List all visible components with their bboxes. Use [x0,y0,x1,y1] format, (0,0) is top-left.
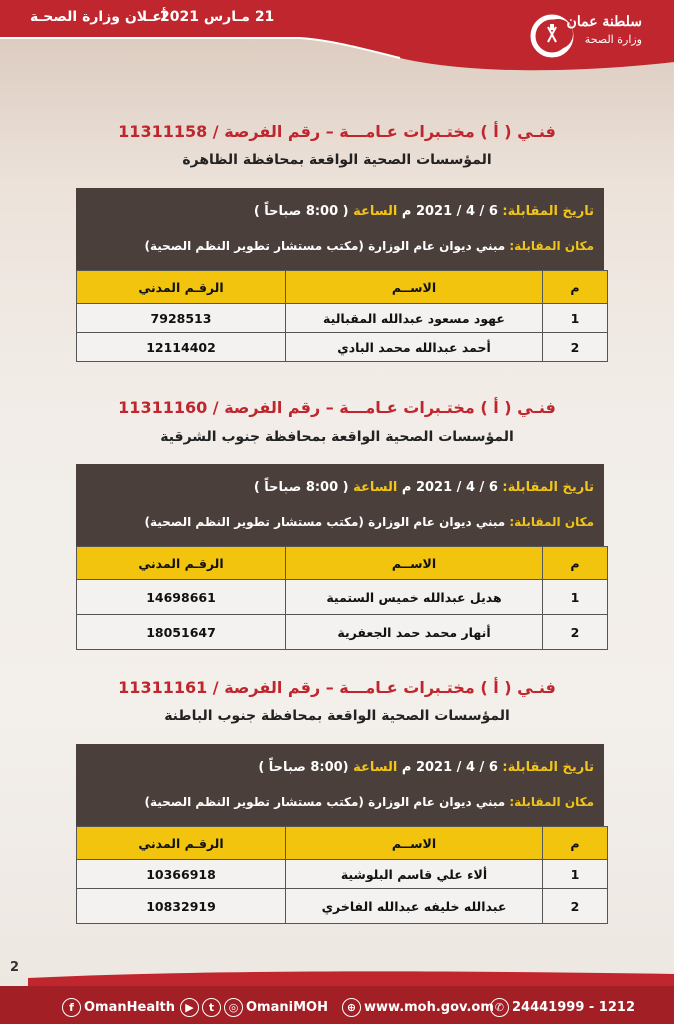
place-value: مبني ديوان عام الوزارة (مكتب مستشار تطوير النظم الصحية) [144,795,506,809]
table-row [77,860,608,889]
row-name: عهود مسعود عبدالله المقبالية [286,304,543,333]
page-number: 2 [10,960,20,975]
row-m: 1 [543,304,608,333]
place-value: مبني ديوان عام الوزارة (مكتب مستشار تطوير النظم الصحية) [144,515,506,529]
page-header [0,0,674,80]
row-civil: 10366918 [77,860,286,889]
section-3-block [76,744,604,924]
section-3-title: فنـي ( أ ) مختـبرات عـامـــة – رقم الفرصة / 11311161 [118,678,556,697]
logo-line1: سلطنة عمان [566,14,642,30]
section-2-subtitle: المؤسسات الصحية الواقعة بمحافظة جنوب الشرقية [160,429,514,445]
row-name: أحمد عبدالله محمد البادي [286,333,543,362]
row-civil: 12114402 [77,333,286,362]
twitter-icon: t [202,998,221,1017]
header-name: الاســم [286,827,543,860]
candidates-table [76,270,608,362]
candidates-table [76,546,608,650]
time-value: (8:00 صباحاً ) [258,760,349,775]
globe-icon: ⊕ [342,998,361,1017]
header-civil: الرقـم المدني [77,271,286,304]
row-civil: 10832919 [77,889,286,924]
table-header [77,271,608,304]
interview-info [76,464,604,546]
footer-website[interactable] [342,998,494,1017]
header-civil: الرقـم المدني [77,827,286,860]
row-name: ألاء علي قاسم البلوشية [286,860,543,889]
table-row [77,333,608,362]
date-value: 6 / 4 / 2021 م [401,480,498,495]
table-row [77,889,608,924]
announcement-title: أعـلان وزارة الصحـة [30,9,167,25]
date-value: 6 / 4 / 2021 م [401,760,498,775]
header-m: م [543,271,608,304]
place-value: مبني ديوان عام الوزارة (مكتب مستشار تطوير النظم الصحية) [144,239,506,253]
section-2-title: فنـي ( أ ) مختـبرات عـامـــة – رقم الفرصة / 11311160 [118,398,556,417]
header-name: الاســم [286,547,543,580]
facebook-handle: OmanHealth [84,1000,176,1015]
header-civil: الرقـم المدني [77,547,286,580]
instagram-icon: ◎ [224,998,243,1017]
date-value: 6 / 4 / 2021 م [401,204,498,219]
header-m: م [543,547,608,580]
table-row [77,580,608,615]
row-m: 1 [543,860,608,889]
candidates-table [76,826,608,924]
row-civil: 18051647 [77,615,286,650]
row-m: 2 [543,333,608,362]
table-header [77,547,608,580]
row-m: 1 [543,580,608,615]
place-label: مكان المقابلة: [509,795,594,809]
header-m: م [543,827,608,860]
place-label: مكان المقابلة: [509,515,594,529]
footer-social[interactable] [180,998,328,1017]
interview-info [76,188,604,270]
row-m: 2 [543,615,608,650]
section-1-title: فنـي ( أ ) مختـبرات عـامـــة – رقم الفرصة / 11311158 [118,122,556,141]
social-handle: OmaniMOH [246,1000,328,1015]
row-name: هديل عبدالله خميس الستمية [286,580,543,615]
phone-number: 24441999 - 1212 [512,1000,635,1015]
logo-line2: وزارة الصحة [584,33,642,46]
youtube-icon: ▶ [180,998,199,1017]
time-value: ( 8:00 صباحاً ) [253,204,349,219]
announcement-date: 21 مـارس 2021 [160,9,275,25]
section-1-block [76,188,604,362]
time-label: الساعة [353,204,398,219]
section-1-subtitle: المؤسسات الصحية الواقعة بمحافظة الظاهرة [182,152,492,168]
date-label: تاريخ المقابلة: [502,204,594,219]
footer-phone[interactable] [490,998,635,1017]
row-civil: 14698661 [77,580,286,615]
row-m: 2 [543,889,608,924]
date-label: تاريخ المقابلة: [502,760,594,775]
header-name: الاســم [286,271,543,304]
time-value: ( 8:00 صباحاً ) [253,480,349,495]
place-label: مكان المقابلة: [509,239,594,253]
table-header [77,827,608,860]
table-row [77,615,608,650]
time-label: الساعة [353,480,398,495]
phone-icon: ✆ [490,998,509,1017]
facebook-icon: f [62,998,81,1017]
row-name: عبدالله خليفه عبدالله الفاخري [286,889,543,924]
footer-facebook[interactable] [62,998,175,1017]
time-label: الساعة [353,760,398,775]
interview-info [76,744,604,826]
date-label: تاريخ المقابلة: [502,480,594,495]
row-name: أنهار محمد حمد الجعفرية [286,615,543,650]
row-civil: 7928513 [77,304,286,333]
website-url: www.moh.gov.om [364,1000,494,1015]
table-row [77,304,608,333]
section-2-block [76,464,604,650]
section-3-subtitle: المؤسسات الصحية الواقعة بمحافظة جنوب الباطنة [164,708,510,724]
